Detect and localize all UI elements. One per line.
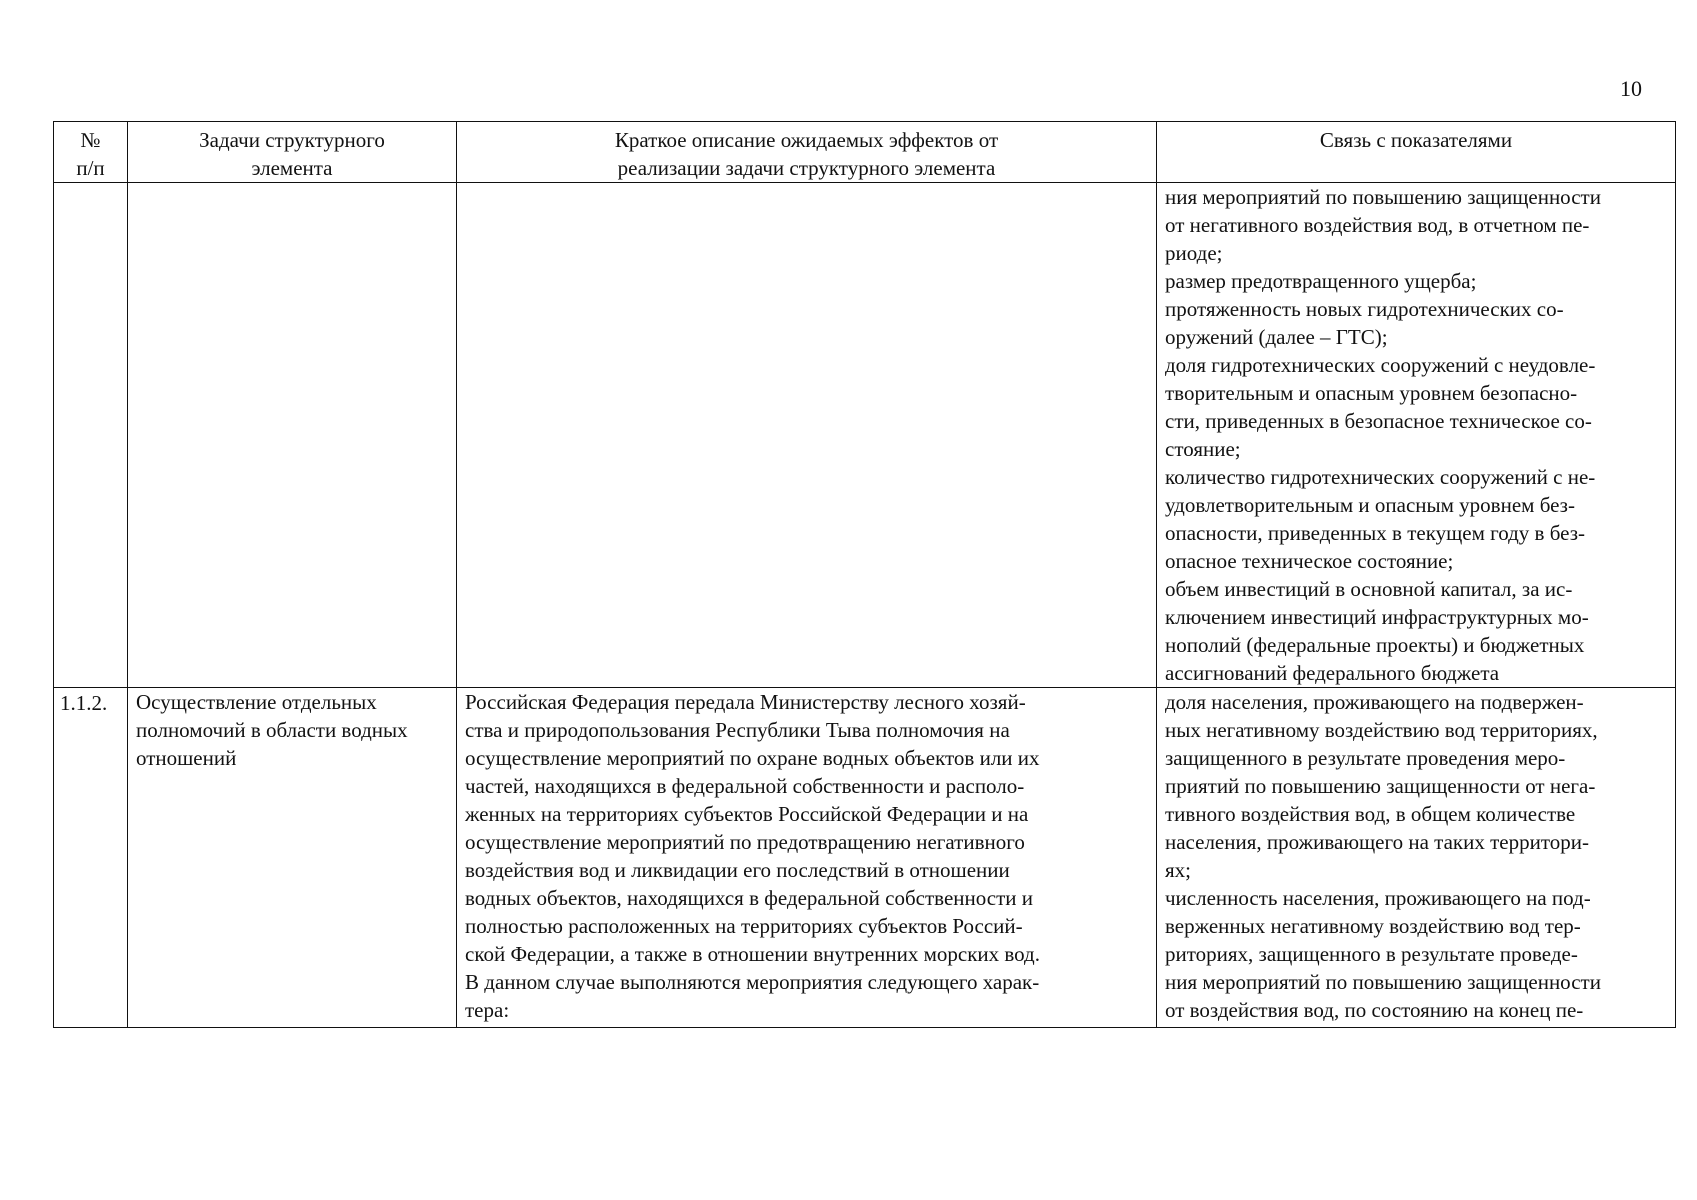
table-header-row [54,122,1676,183]
page-number: 10 [1620,76,1642,101]
header-task: Задачи структурного элемента [128,122,457,183]
cell-desc: Российская Федерация передала Министерству лесного хозяй- ства и природопользования Республики Тыва полномочия на осуществление мероприятий по охране водных объектов или их частей, находящихся в федеральной собственности и располо- женных на территориях субъектов Российской Федерации и на осуществление мероприятий по предотвращению негативного воздействия вод и ликвидации его последствий в отношении водных объектов, находящихся в федеральной собственности и полностью расположенных на территориях субъектов Россий- ской Федерации, а также в отношении внутренних морских вод. В данном случае выполняются мероприятия следующего харак- тера: [457,688,1157,1028]
cell-link: ния мероприятий по повышению защищенности от негативного воздействия вод, в отчетном пе- риоде; размер предотвращенного ущерба; протяженность новых гидротехнических со- оружений (далее – ГТС); доля гидротехнических сооружений с неудовле- творительным и опасным уровнем безопасно- сти, приведенных в безопасное техническое со- стояние; количество гидротехнических сооружений с не- удовлетворительным и опасным уровнем без- опасности, приведенных в текущем году в без- опасное техническое состояние; объем инвестиций в основной капитал, за ис- ключением инвестиций инфраструктурных мо- нополий (федеральные проекты) и бюджетных ассигнований федерального бюджета [1157,183,1676,688]
structural-element-table [53,121,1676,1028]
header-num: № п/п [54,122,128,183]
table-row [54,183,1676,688]
cell-num: 1.1.2. [54,688,128,1028]
table-row [54,688,1676,1028]
header-desc: Краткое описание ожидаемых эффектов от реализации задачи структурного элемента [457,122,1157,183]
cell-link: доля населения, проживающего на подвержен- ных негативному воздействию вод территориях, защищенного в результате проведения меро- приятий по повышению защищенности от нега- тивного воздействия вод, в общем количестве населения, проживающего на таких территори- ях; численность населения, проживающего на под- верженных негативному воздействию вод тер- риториях, защищенного в результате проведе- ния мероприятий по повышению защищенности от воздействия вод, по состоянию на конец пе- [1157,688,1676,1028]
cell-desc [457,183,1157,688]
cell-task [128,183,457,688]
cell-num [54,183,128,688]
header-link: Связь с показателями [1157,122,1676,183]
cell-task: Осуществление отдельных полномочий в области водных отношений [128,688,457,1028]
